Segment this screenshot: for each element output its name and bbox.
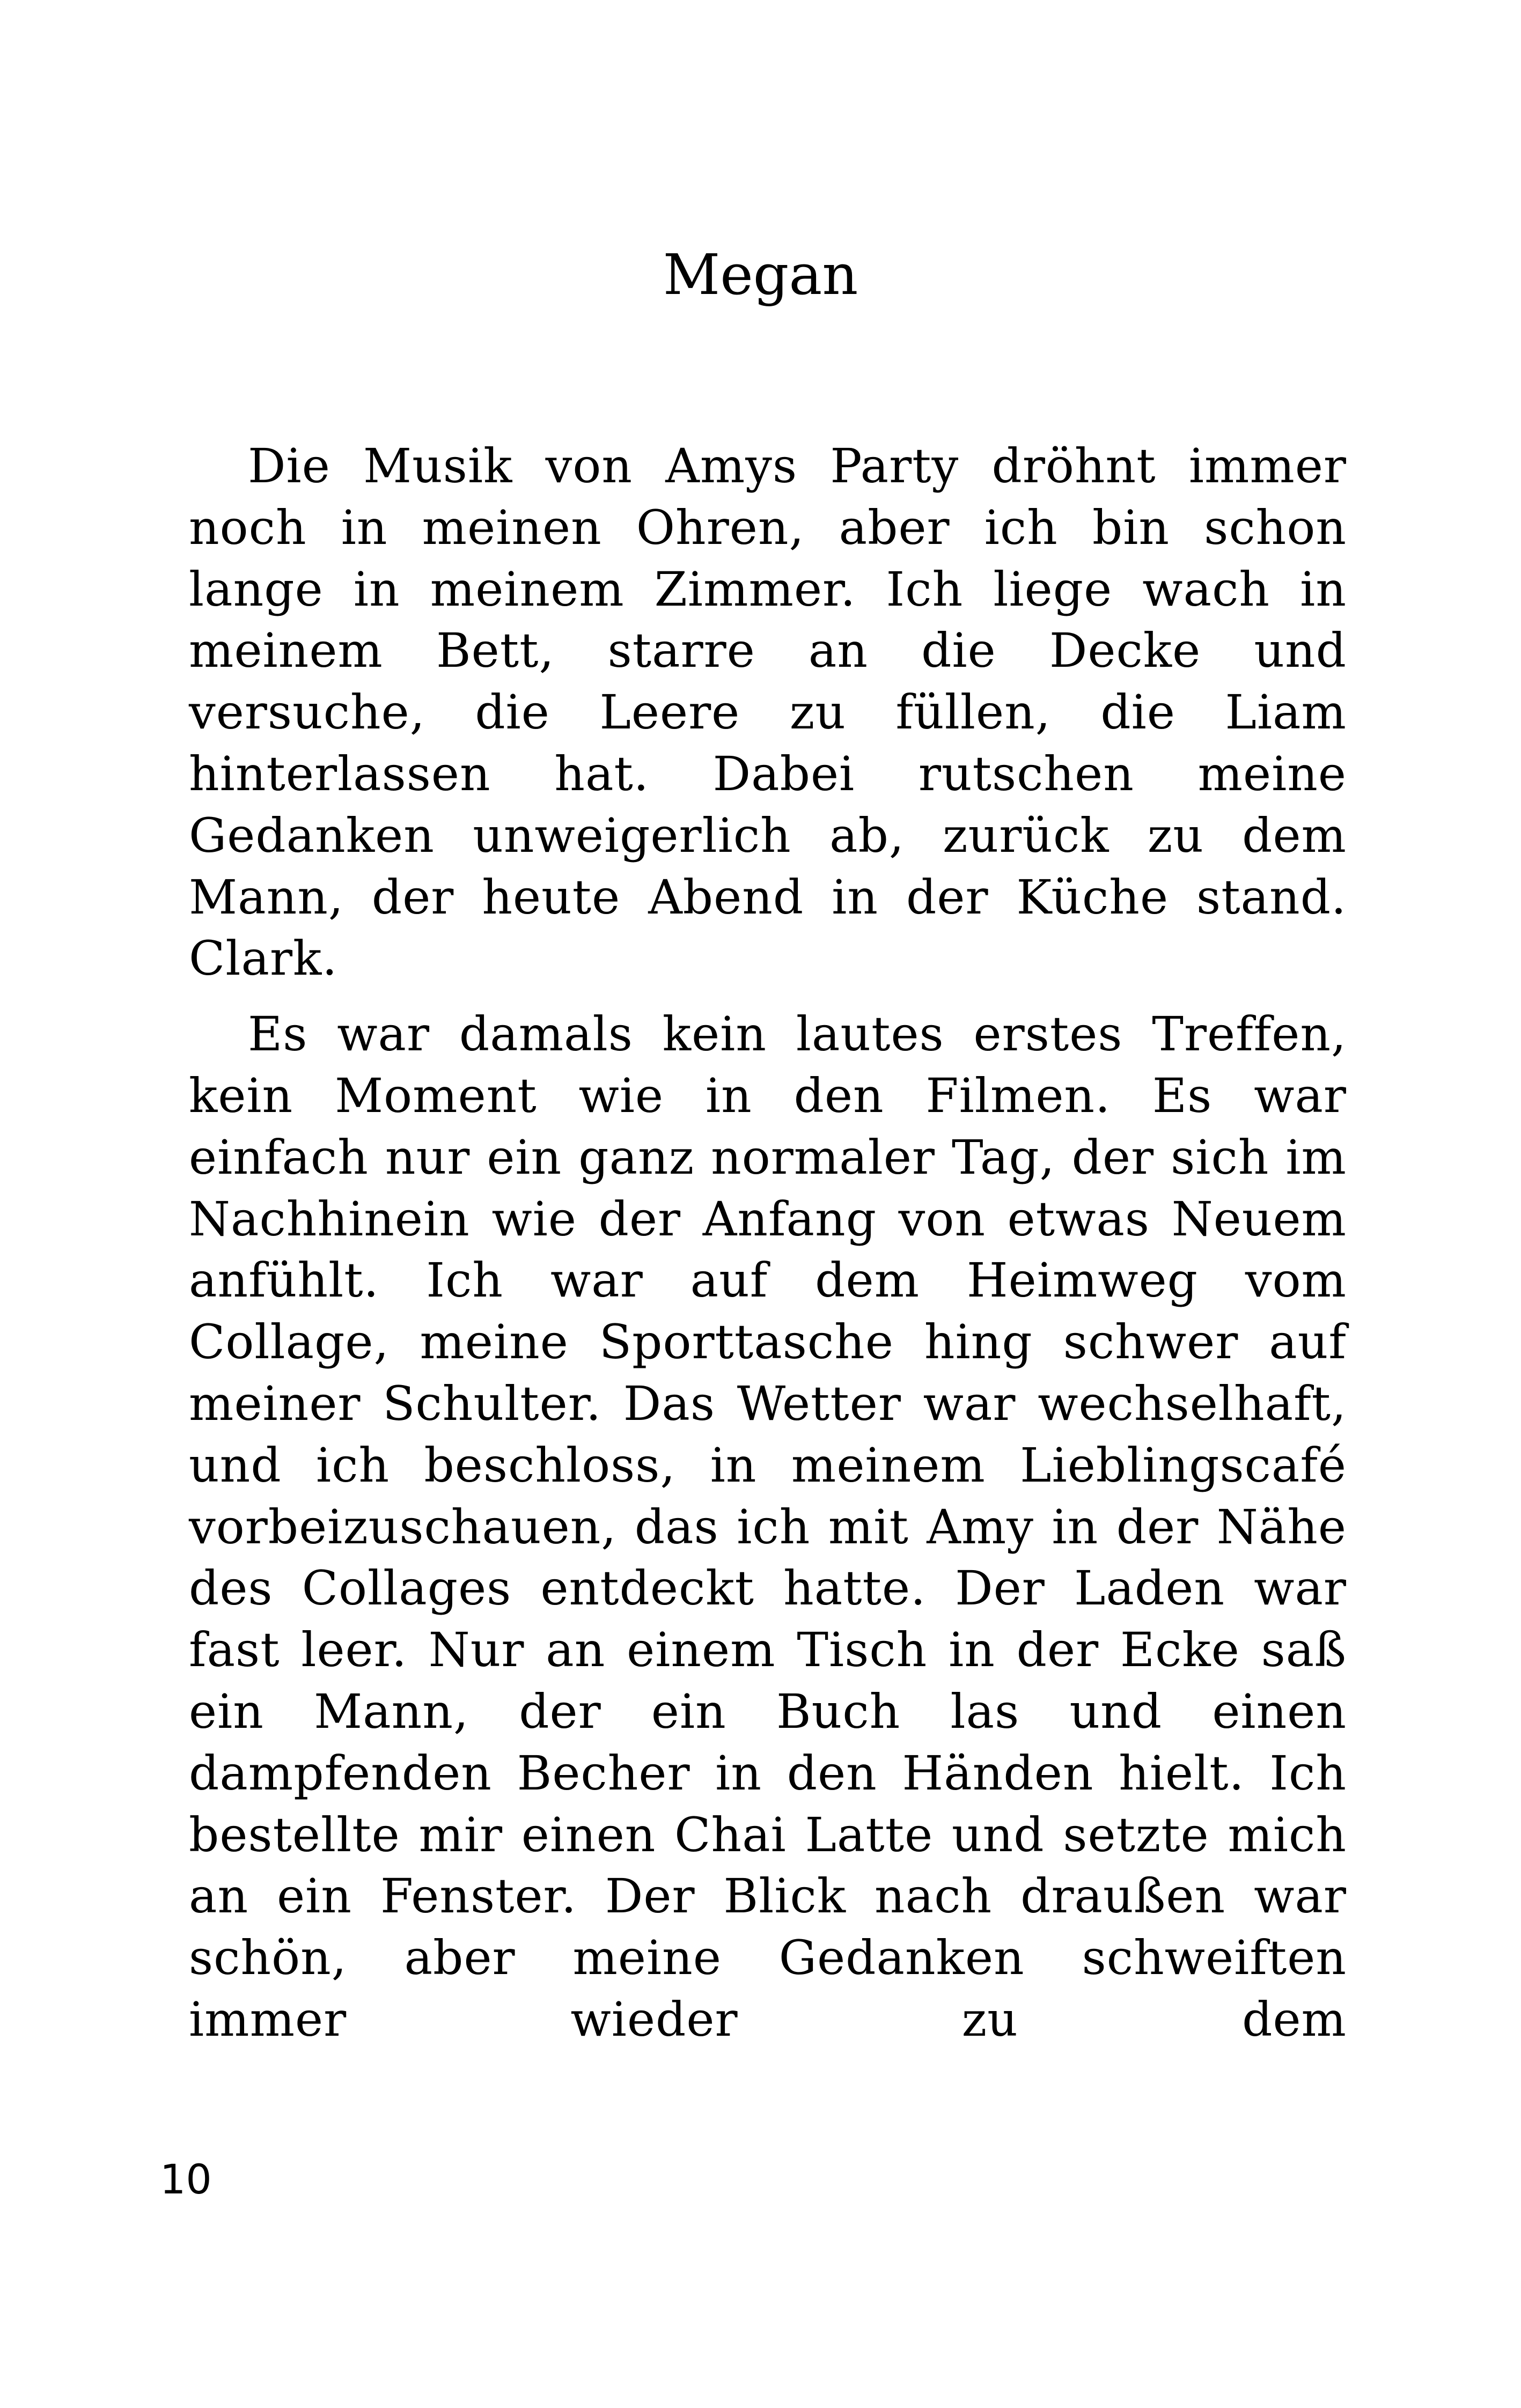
chapter-title: Megan xyxy=(663,242,858,307)
page-number: 10 xyxy=(160,2155,212,2203)
paragraph: Es war damals kein lautes erstes Treffen, kein Moment wie in den Filmen. Es war einfach nur ein ganz normaler Tag, der sich im Nachhinein wie der Anfang von etwas Neuem anfühlt. Ich war auf dem Heimweg vom Collage, meine Sporttasche hing schwer auf meiner Schulter. Das Wetter war wechselhaft, und ich beschloss, in meinem Lieblingscafé vorbeizuschauen, das ich mit Amy in der Nähe des Collages entdeckt hatte. Der Laden war fast leer. Nur an einem Tisch in der Ecke saß ein Mann, der ein Buch las und einen dampfenden Becher in den Händen hielt. Ich bestellte mir einen Chai Latte und setzte mich an ein Fenster. Der Blick nach draußen war schön, aber meine Gedanken schweiften immer wieder zu dem xyxy=(189,1006,1347,2047)
paragraph: Die Musik von Amys Party dröhnt immer noch in meinen Ohren, aber ich bin schon lange in meinem Zimmer. Ich liege wach in meinem Bett, starre an die Decke und versuche, die Leere zu füllen, die Liam hinterlassen hat. Dabei rutschen meine Gedanken unweigerlich ab, zurück zu dem Mann, der heute Abend in der Küche stand. Clark. xyxy=(189,438,1347,986)
body-text xyxy=(189,436,1347,2065)
